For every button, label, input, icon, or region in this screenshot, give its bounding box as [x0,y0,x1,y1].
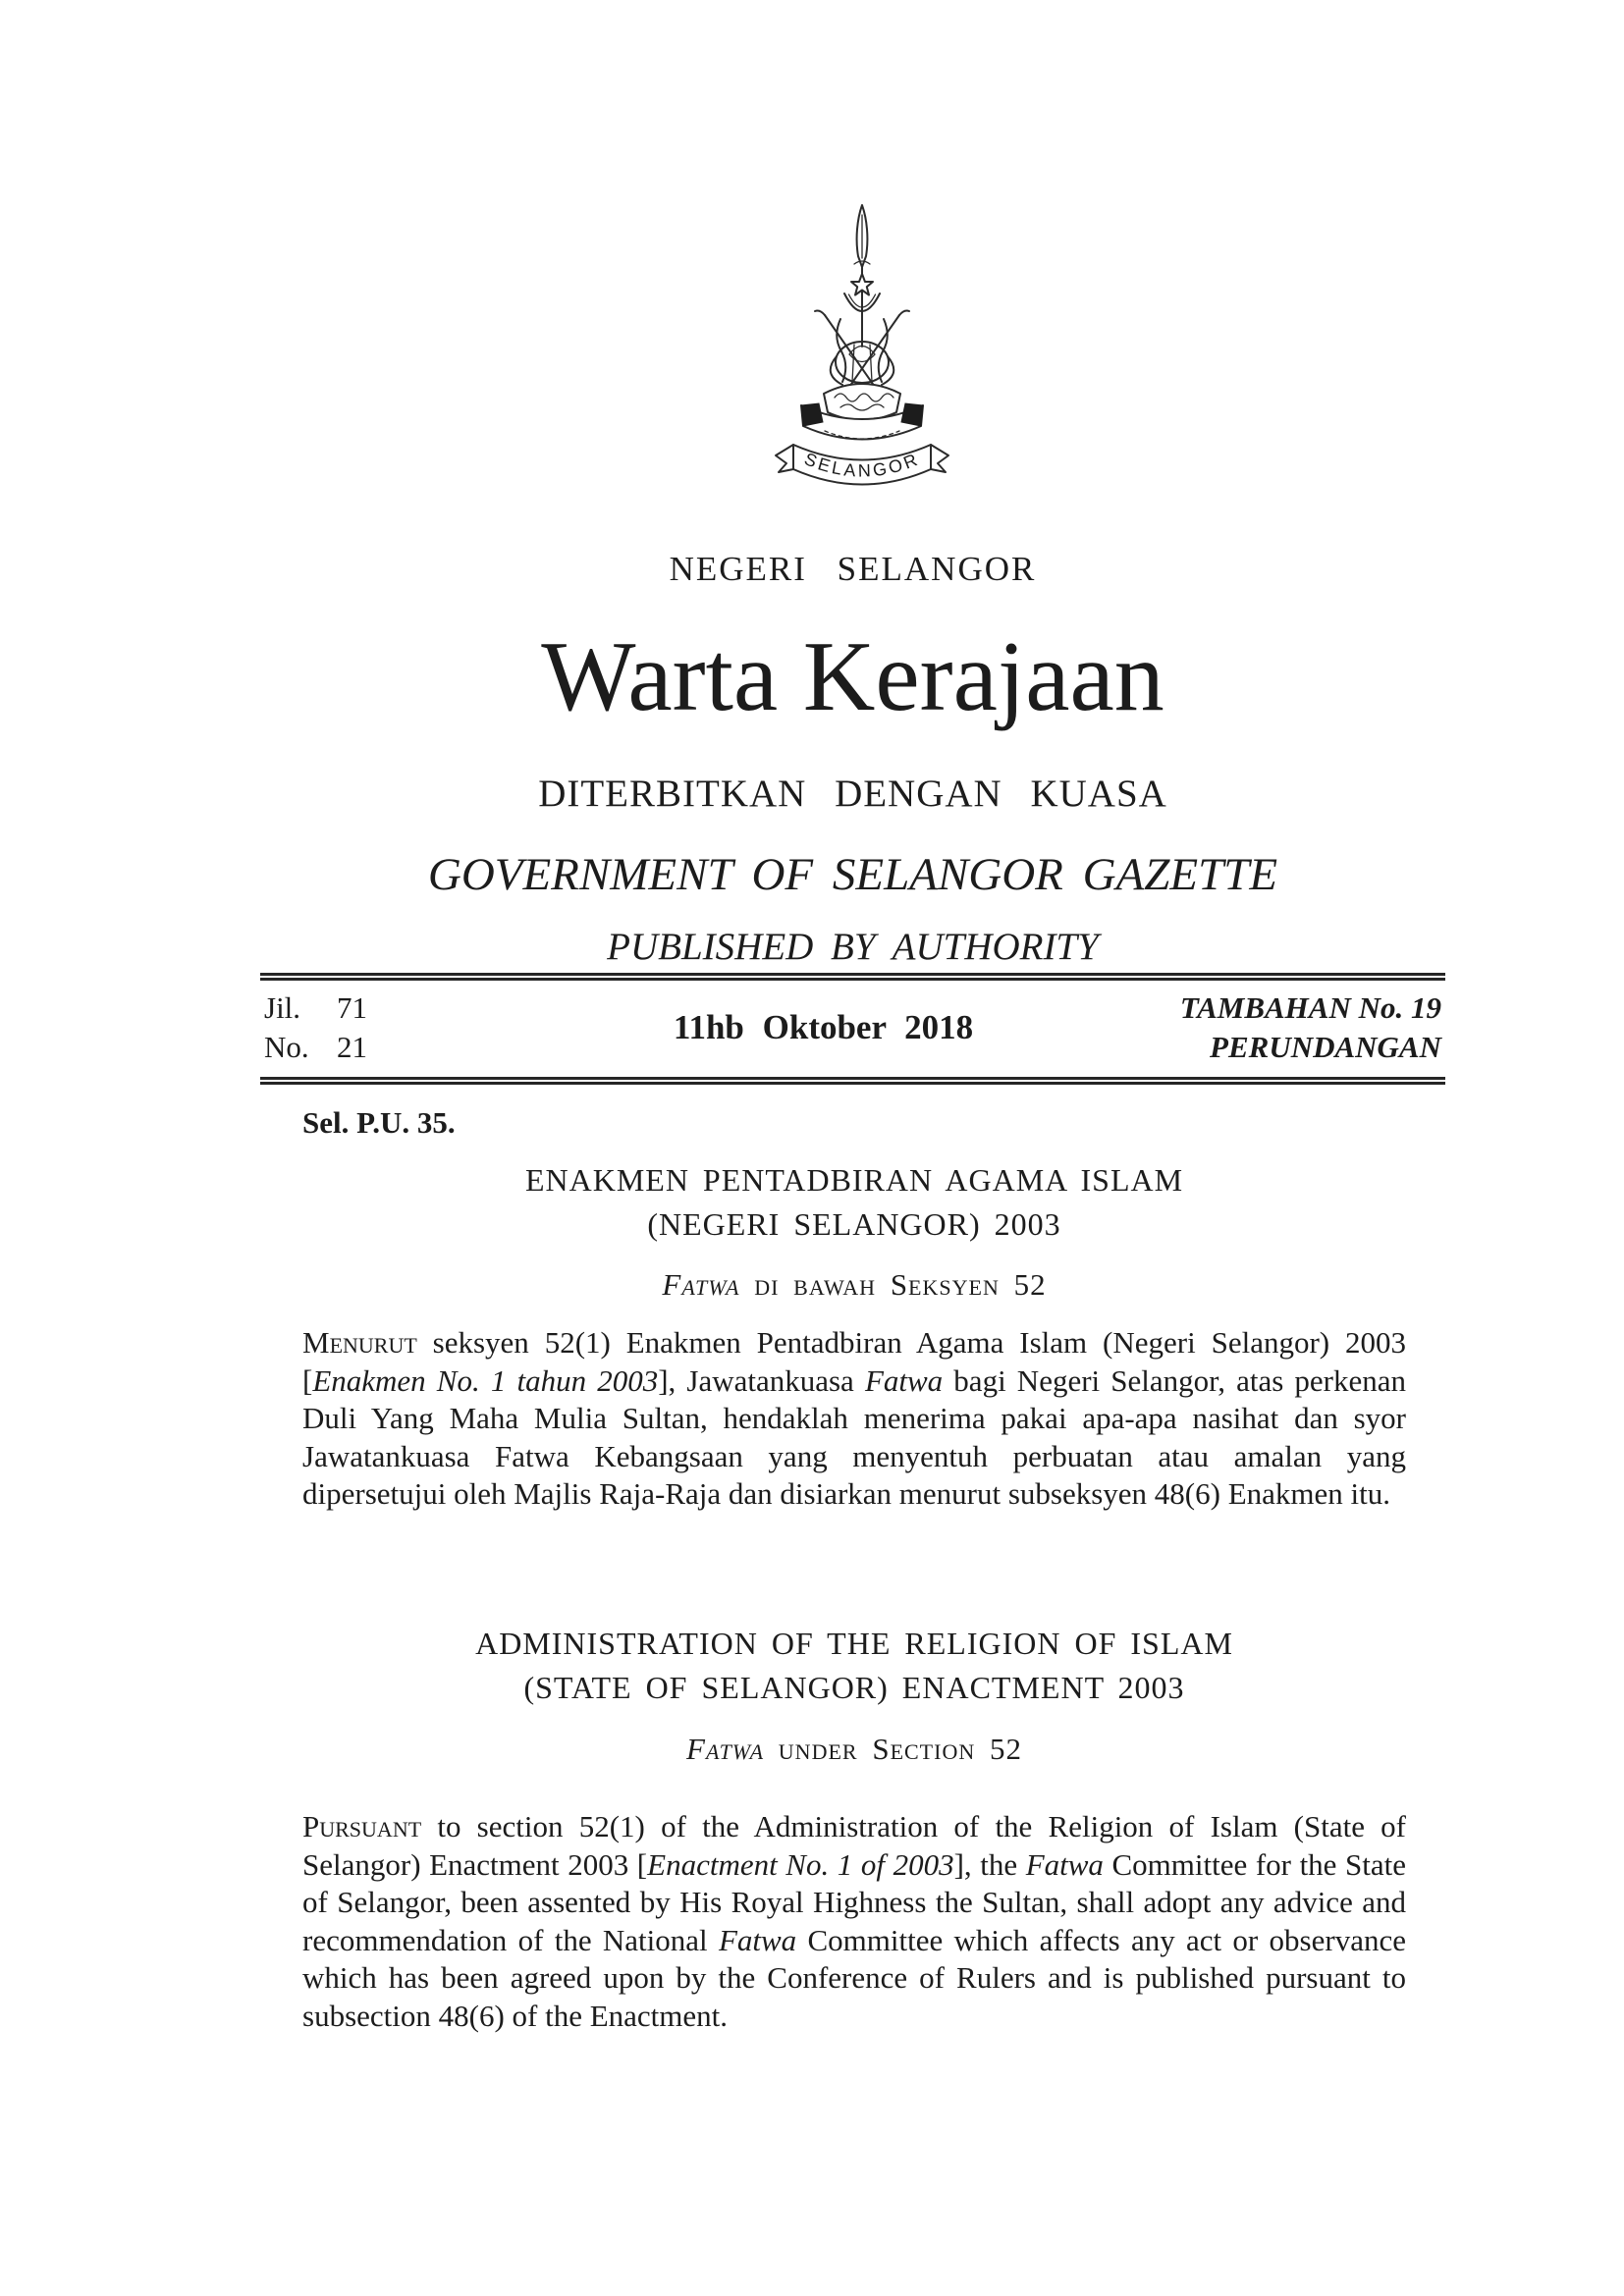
volume-value: 71 [337,990,367,1025]
selangor-crest-graphic [764,199,960,494]
volume-row [264,988,500,1028]
issue-date: 11hb Oktober 2018 [673,1008,974,1046]
authority-line-malay: DITERBITKAN DENGAN KUASA [538,773,1167,815]
issue-bar [260,973,1445,1085]
state-name: NEGERI SELANGOR [669,550,1037,588]
issue-volume-number [264,988,500,1067]
english-enactment-line1: ADMINISTRATION OF THE RELIGION OF ISLAM [475,1626,1233,1661]
crest-banner-text: SELANGOR [801,449,923,481]
volume-label: Jil. [264,990,301,1025]
malay-paragraph: Menurut seksyen 52(1) Enakmen Pentadbiran Agama Islam (Negeri Selangor) 2003 [Enakmen No. 1 tahun 2003], Jawatankuasa Fatwa bagi Negeri Selangor, atas perkenan Duli Yang Maha Mulia Sultan, hendaklah menerima pakai apa-apa nasihat dan syor Jawatankuasa Fatwa Kebangsaan yang menyentuh perbuatan atau amalan yang dipersetujui oleh Majlis Raja-Raja dan disiarkan menurut subseksyen 48(6) Enakmen itu. [302,1325,1407,1511]
gazette-title-english: GOVERNMENT OF SELANGOR GAZETTE [427,849,1278,900]
issue-supplement [1147,988,1441,1067]
selangor-banner-icon [776,445,948,485]
authority-line-english: PUBLISHED BY AUTHORITY [607,926,1099,968]
english-section-heading: Fatwa under Section 52 [686,1732,1022,1766]
notice-reference: Sel. P.U. 35. [302,1105,456,1140]
selangor-state-crest [764,199,960,494]
english-paragraph: Pursuant to section 52(1) of the Administration of the Religion of Islam (State of Selangor) Enactment 2003 [Enactment No. 1 of 2003], the Fatwa Committee for the State of Selangor, been assented by His Royal Highness the Sultan, shall adopt any advice and recommendation of the National Fatwa Committee which affects any act or observance which has been agreed upon by the Conference of Rulers and is published pursuant to subsection 48(6) of the Enactment. [302,1809,1407,2033]
dome-base-icon [824,384,900,420]
number-row [264,1028,500,1067]
number-label: No. [264,1030,309,1064]
malay-section-heading: Fatwa di bawah Seksyen 52 [662,1267,1047,1302]
number-value: 21 [337,1030,367,1064]
malay-enactment-title [302,1158,1406,1247]
supplement-category: PERUNDANGAN [1210,1030,1441,1064]
supplement-number: TAMBAHAN No. 19 [1179,990,1441,1025]
malay-enactment-line2: (NEGERI SELANGOR) 2003 [647,1206,1061,1242]
english-enactment-title [302,1622,1406,1710]
gazette-title: Warta Kerajaan [541,621,1164,732]
malay-enactment-line1: ENAKMEN PENTADBIRAN AGAMA ISLAM [524,1162,1184,1198]
english-enactment-line2: (STATE OF SELANGOR) ENACTMENT 2003 [523,1670,1185,1705]
